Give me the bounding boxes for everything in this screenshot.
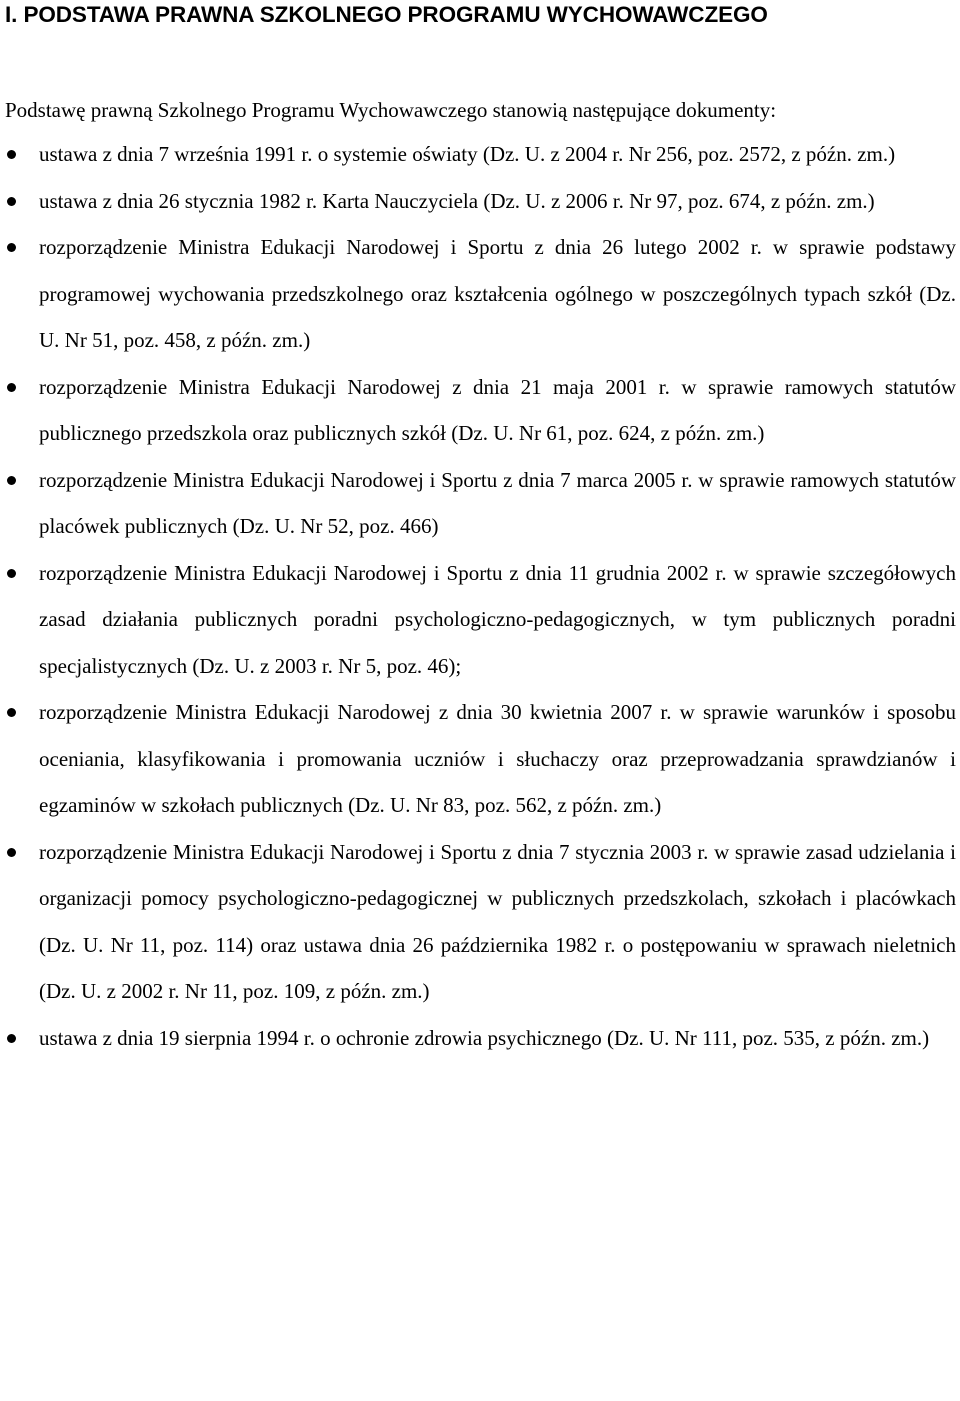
bullet-icon	[7, 197, 16, 206]
bullet-icon	[7, 243, 16, 252]
list-item	[5, 364, 956, 457]
list-item-text: rozporządzenie Ministra Edukacji Narodowej i Sportu z dnia 7 marca 2005 r. w sprawie ramowych statutów placówek publicznych (Dz. U. Nr 52, poz. 466)	[39, 467, 956, 538]
list-item	[5, 829, 956, 1015]
bullet-icon	[7, 476, 16, 485]
bullet-icon	[7, 569, 16, 578]
section-heading: I. PODSTAWA PRAWNA SZKOLNEGO PROGRAMU WYCHOWAWCZEGO	[5, 2, 768, 27]
bullet-icon	[7, 848, 16, 857]
bullet-icon	[7, 1034, 16, 1043]
list-item	[5, 457, 956, 550]
bullet-icon	[7, 708, 16, 717]
list-item-text: ustawa z dnia 26 stycznia 1982 r. Karta Nauczyciela (Dz. U. z 2006 r. Nr 97, poz. 674, z późn. zm.)	[39, 188, 875, 213]
list-item-text: ustawa z dnia 7 września 1991 r. o systemie oświaty (Dz. U. z 2004 r. Nr 256, poz. 2572, z późn. zm.)	[39, 142, 896, 166]
list-item-text: ustawa z dnia 19 sierpnia 1994 r. o ochronie zdrowia psychicznego (Dz. U. Nr 111, poz. 535, z późn. zm.)	[39, 1025, 930, 1050]
list-item	[5, 550, 956, 690]
list-item-text: rozporządzenie Ministra Edukacji Narodowej i Sportu z dnia 7 stycznia 2003 r. w sprawie zasad udzielania i organizacji pomocy psychologiczno-pedagogicznej w publicznych przedszkolach, szkołach i placówkach (Dz. U. Nr 11, poz. 114) oraz ustawa dnia 26 października 1982 r. o postępowaniu w sprawach nieletnich (Dz. U. z 2002 r. Nr 11, poz. 109, z późn. zm.)	[39, 839, 956, 1003]
list-item	[5, 1015, 956, 1062]
list-item-text: rozporządzenie Ministra Edukacji Narodowej i Sportu z dnia 26 lutego 2002 r. w sprawie podstawy programowej wychowania przedszkolnego oraz kształcenia ogólnego w poszczególnych typach szkół (Dz. U. Nr 51, poz. 458, z późn. zm.)	[39, 235, 956, 352]
intro-paragraph: Podstawę prawną Szkolnego Programu Wychowawczego stanowią następujące dokumenty:	[5, 98, 777, 122]
list-item-text: rozporządzenie Ministra Edukacji Narodowej z dnia 21 maja 2001 r. w sprawie ramowych statutów publicznego przedszkola oraz publicznych szkół (Dz. U. Nr 61, poz. 624, z późn. zm.)	[39, 374, 956, 445]
list-item	[5, 689, 956, 829]
list-item-text: rozporządzenie Ministra Edukacji Narodowej z dnia 30 kwietnia 2007 r. w sprawie warunków i sposobu oceniania, klasyfikowania i promowania uczniów i słuchaczy oraz przeprowadzania sprawdzianów i egzaminów w szkołach publicznych (Dz. U. Nr 83, poz. 562, z późn. zm.)	[39, 700, 956, 817]
list-item	[5, 178, 956, 225]
list-item-text: rozporządzenie Ministra Edukacji Narodowej i Sportu z dnia 11 grudnia 2002 r. w sprawie szczegółowych zasad działania publicznych poradni psychologiczno-pedagogicznych, w tym publicznych poradni specjalistycznych (Dz. U. z 2003 r. Nr 5, poz. 46);	[39, 560, 956, 678]
bullet-icon	[7, 383, 16, 392]
legal-documents-list	[5, 131, 956, 1061]
bullet-icon	[7, 150, 16, 159]
list-item	[5, 224, 956, 364]
list-item	[5, 131, 956, 178]
